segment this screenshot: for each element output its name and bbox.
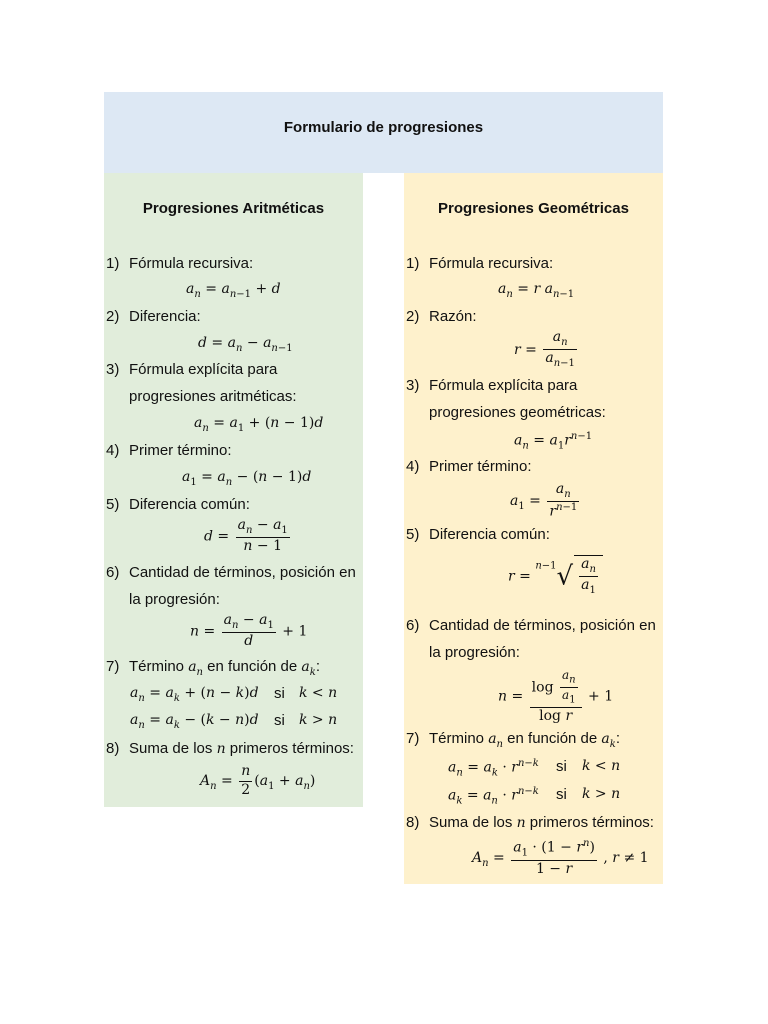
- formula-term-k-gt: $a_k = a_n \cdot r^{n-k}$: [448, 786, 539, 807]
- item-label-continued: la progresión:: [129, 591, 220, 608]
- item-label: Fórmula recursiva:: [429, 255, 554, 272]
- item-label: Diferencia común:: [429, 526, 550, 543]
- item-number: 2): [406, 308, 420, 325]
- item-label: Razón:: [429, 308, 477, 325]
- item-number: 8): [406, 814, 420, 831]
- header-banner: [104, 92, 663, 173]
- item-number: 1): [106, 255, 120, 272]
- item-number: 8): [106, 740, 120, 757]
- item-number: 7): [106, 658, 120, 675]
- item-number: 7): [406, 730, 420, 747]
- formula-sum: $A_n$ = $\frac{n}{2}$ $(a_1 + a_n)$: [200, 763, 316, 798]
- condition-label: si: [556, 758, 567, 775]
- formula-number-of-terms: n = $\frac{a_n - a_1}{d}$ + 1: [190, 612, 308, 650]
- condition-label: si: [274, 685, 285, 702]
- item-number: 6): [406, 617, 420, 634]
- item-number: 3): [406, 377, 420, 394]
- item-label: Fórmula recursiva:: [129, 255, 254, 272]
- item-number: 2): [106, 308, 120, 325]
- formula-first-term: $a_1 = a_n - (n - 1)d$: [182, 469, 312, 488]
- item-label: Término $a_n$ en función de $a_k$:: [129, 658, 321, 678]
- item-label: Fórmula explícita para: [129, 361, 278, 378]
- item-label-continued: progresiones aritméticas:: [129, 388, 297, 405]
- formula-term-k-lt: $a_n = a_k + (n - k)d$: [130, 685, 259, 704]
- item-label: Cantidad de términos, posición en: [429, 617, 656, 634]
- item-label: Cantidad de términos, posición en: [129, 564, 356, 581]
- item-number: 5): [406, 526, 420, 543]
- condition-k-lt-n: k < n: [582, 758, 621, 774]
- page-title: Formulario de progresiones: [283, 119, 484, 136]
- item-number: 3): [106, 361, 120, 378]
- formula-explicit: $a_n = a_1r^{n-1}$: [514, 431, 593, 452]
- arithmetic-title: Progresiones Aritméticas: [142, 200, 325, 217]
- item-label-continued: la progresión:: [429, 644, 520, 661]
- item-label: Suma de los n primeros términos:: [129, 740, 354, 757]
- item-label: Suma de los n primeros términos:: [429, 814, 654, 831]
- item-label: Fórmula explícita para: [429, 377, 578, 394]
- condition-label: si: [556, 786, 567, 803]
- item-number: 4): [106, 442, 120, 459]
- item-label: Diferencia común:: [129, 496, 250, 513]
- item-label: Primer término:: [429, 458, 532, 475]
- formula-common-ratio: r = $^{n-1}$√ $\frac{a_n}{a_1}$: [508, 555, 603, 598]
- formula-recursive: $a_n = a_{n-1} + d$: [186, 281, 281, 300]
- condition-label: si: [274, 712, 285, 729]
- item-label-continued: progresiones geométricas:: [429, 404, 606, 421]
- item-label: Término $a_n$ en función de $a_k$:: [429, 730, 621, 750]
- condition-k-lt-n: k < n: [299, 685, 338, 701]
- formula-number-of-terms: n = log $\frac{a_n}{a_1}$ log r + 1: [498, 668, 614, 724]
- formula-term-k-lt: $a_n = a_k \cdot r^{n-k}$: [448, 758, 539, 779]
- item-number: 5): [106, 496, 120, 513]
- formula-common-difference: d = $\frac{a_n - a_1}{n - 1}$: [204, 517, 288, 555]
- item-number: 4): [406, 458, 420, 475]
- formula-ratio: r = $\frac{a_n}{a_{n-1}}$: [514, 329, 575, 370]
- formula-difference: $d = a_n - a_{n-1}$: [198, 335, 293, 354]
- item-number: 6): [106, 564, 120, 581]
- condition-k-gt-n: k > n: [299, 712, 338, 728]
- formula-term-k-gt: $a_n = a_k - (k - n)d$: [130, 712, 259, 731]
- item-number: 1): [406, 255, 420, 272]
- item-label: Primer término:: [129, 442, 232, 459]
- formula-first-term: $a_1$ = $\frac{a_n}{r^{n-1}}$: [510, 481, 578, 520]
- formula-recursive: $a_n = r$ $a_{n-1}$: [498, 281, 575, 300]
- geometric-column: [404, 173, 663, 884]
- item-label: Diferencia:: [129, 308, 201, 325]
- geometric-title: Progresiones Geométricas: [438, 200, 629, 217]
- condition-k-gt-n: k > n: [582, 786, 621, 802]
- formula-explicit: $a_n = a_1 + (n - 1)d$: [194, 415, 324, 434]
- formula-sum: $A_n$ = $\frac{a_1 \cdot (1 - r^n)}{1 - r}$ , r ≠ 1: [472, 838, 649, 877]
- arithmetic-column: [104, 173, 363, 807]
